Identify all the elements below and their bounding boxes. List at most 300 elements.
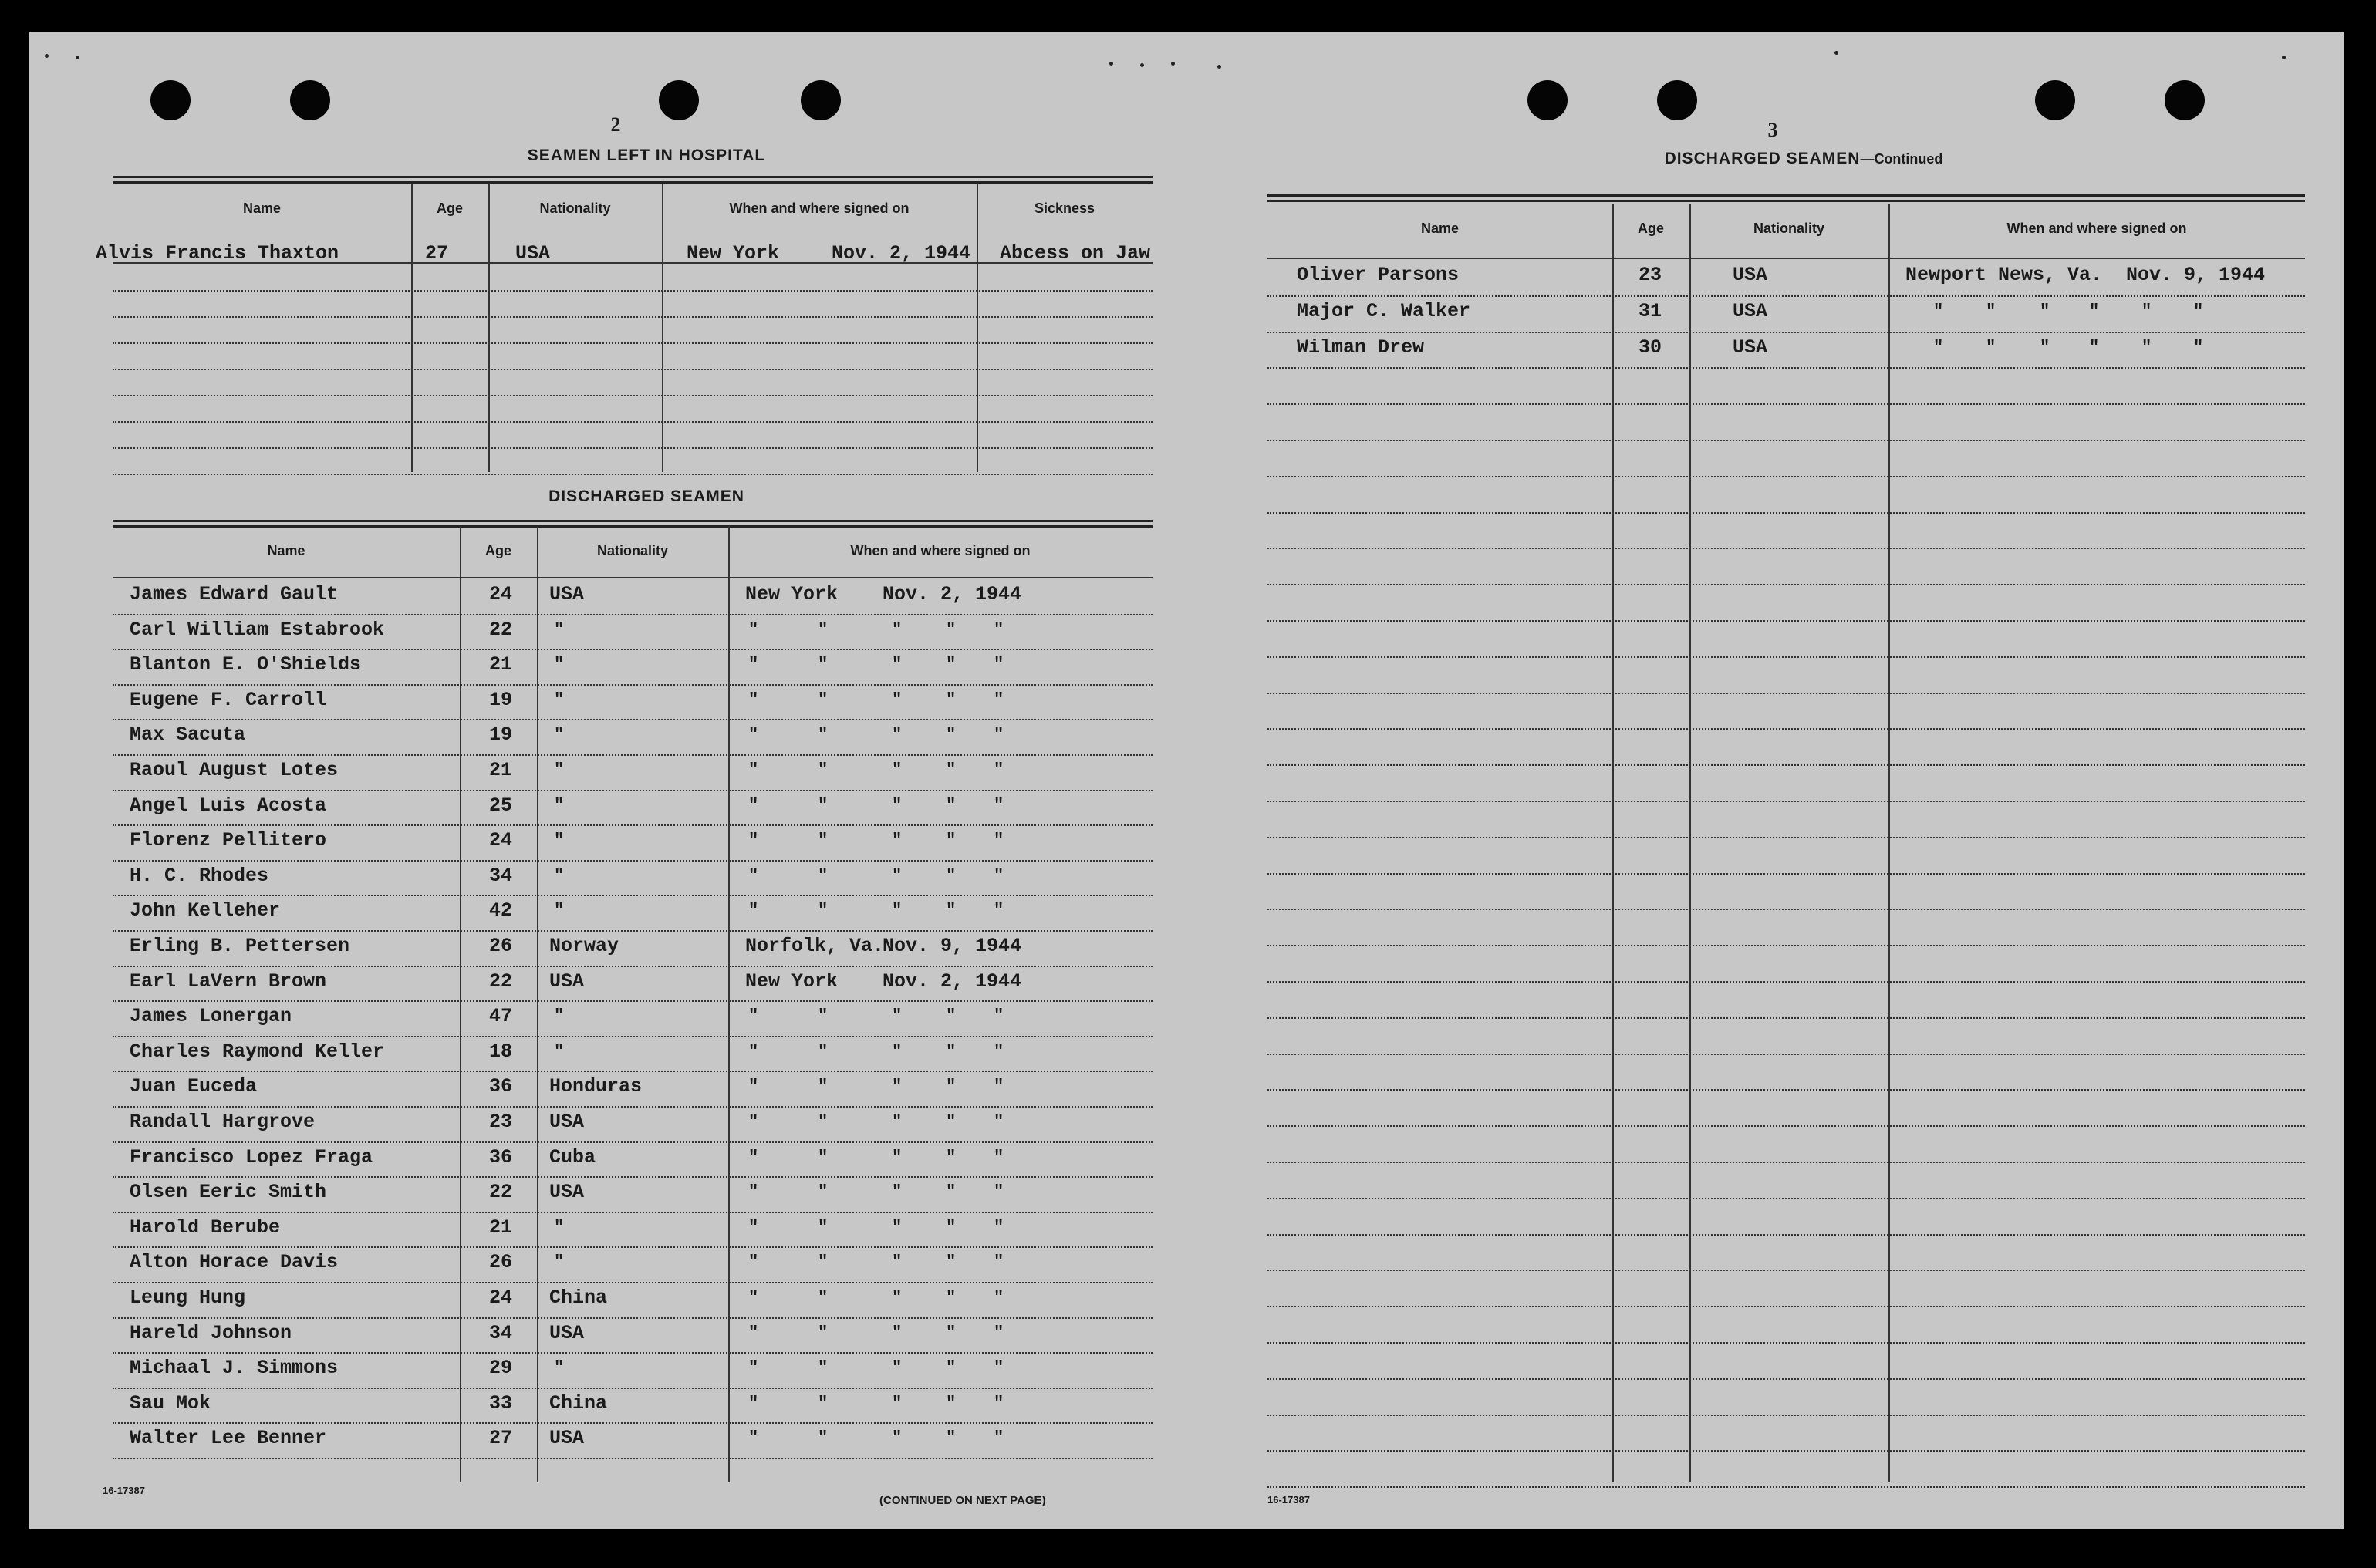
column-divider [537,526,538,1482]
right-title-suffix: —Continued [1860,151,1943,167]
seaman-nationality: USA [549,583,585,605]
hospital-place: New York [687,242,780,265]
column-divider [460,526,461,1482]
ditto-mark: " [818,1147,829,1167]
ditto-mark: " [554,865,565,885]
row-line [1267,1486,2305,1488]
ditto-mark: " [1986,301,1996,321]
row-line [113,649,1153,650]
column-divider [728,526,730,1482]
ditto-mark: " [994,1182,1004,1202]
ditto-mark: " [994,831,1004,851]
row-line [1267,403,2305,405]
seaman-nationality: USA [549,1111,585,1133]
seaman-name: Michaal J. Simmons [130,1357,339,1380]
ditto-mark: " [892,1358,903,1378]
column-header-sickness: Sickness [1034,201,1095,216]
row-line [113,1422,1153,1424]
ditto-mark: " [818,1358,829,1378]
ditto-mark: " [892,865,903,885]
ditto-mark: " [2040,301,2050,321]
column-header-name: Name [1420,221,1460,236]
discharged-rule [113,520,1153,528]
ditto-mark: " [748,1147,759,1167]
row-line [113,1388,1153,1389]
seaman-name: Erling B. Pettersen [130,935,350,957]
ditto-mark: " [892,901,903,921]
seaman-age: 31 [1639,299,1662,322]
ditto-mark: " [2040,337,2050,357]
ditto-mark: " [946,1077,957,1097]
row-line [1267,1378,2305,1380]
ditto-mark: " [994,1253,1004,1273]
row-line [113,1071,1153,1072]
row-line [1267,1270,2305,1271]
paper-speck [1109,62,1113,66]
ditto-mark: " [748,655,759,675]
ditto-mark: " [748,1288,759,1307]
ditto-mark: " [818,760,829,780]
ditto-mark: " [946,1182,957,1202]
ditto-mark: " [946,831,957,851]
seaman-age: 26 [489,935,513,957]
form-number-left: 16-17387 [103,1485,145,1496]
row-line [1267,837,2305,838]
ditto-mark: " [994,1323,1004,1343]
seaman-name: Carl William Estabrook [130,618,385,641]
row-line [1267,332,2305,333]
ditto-mark: " [554,795,565,815]
column-header-signed: When and where signed on [2006,221,2187,236]
seaman-name: James Lonergan [130,1005,292,1028]
hospital-sickness: Abcess on Jaw [1000,242,1151,265]
seaman-name: Florenz Pellitero [130,829,327,852]
row-line [113,1458,1153,1459]
ditto-mark: " [554,725,565,745]
row-line [1267,295,2305,297]
ditto-mark: " [818,831,829,851]
seaman-age: 24 [489,1286,513,1309]
seaman-name: Oliver Parsons [1297,264,1460,286]
row-line [113,1317,1153,1319]
row-line [113,1282,1153,1283]
ditto-mark: " [748,690,759,710]
seaman-nationality: China [549,1391,608,1415]
seaman-age: 42 [489,899,513,922]
ditto-mark: " [892,1288,903,1307]
seaman-name: James Edward Gault [130,583,339,605]
ditto-mark: " [818,865,829,885]
seaman-age: 21 [489,759,513,781]
row-line [1267,476,2305,477]
ditto-mark: " [818,1393,829,1413]
row-line [113,447,1153,449]
ditto-mark: " [818,1428,829,1448]
ditto-mark: " [892,831,903,851]
ditto-mark: " [892,619,903,639]
seaman-nationality: Honduras [549,1075,643,1098]
column-header-nationality: Nationality [539,201,611,216]
seaman-name: Sau Mok [130,1391,211,1415]
hospital-date: Nov. 2, 1944 [832,242,971,265]
ditto-mark: " [818,901,829,921]
row-line [113,1106,1153,1108]
ditto-mark: " [2089,337,2100,357]
seaman-nationality: USA [549,969,585,993]
seaman-name: Charles Raymond Keller [130,1040,385,1063]
seaman-name: Alton Horace Davis [130,1251,339,1274]
seaman-age: 47 [489,1005,513,1028]
column-header-nationality: Nationality [1753,221,1824,236]
row-line [1267,873,2305,875]
row-line [1267,1125,2305,1127]
ditto-mark: " [892,1041,903,1061]
column-divider [662,184,663,472]
ditto-mark: " [748,1253,759,1273]
row-line [1267,1234,2305,1236]
seaman-name: Earl LaVern Brown [130,969,327,993]
seaman-age: 24 [489,829,513,852]
ditto-mark: " [946,1288,957,1307]
seaman-age: 36 [489,1145,513,1168]
ditto-mark: " [2141,337,2152,357]
ditto-mark: " [946,1428,957,1448]
row-line [113,895,1153,896]
ditto-mark: " [2193,301,2204,321]
paper-speck [1171,62,1175,66]
ditto-mark: " [994,901,1004,921]
seaman-place: New York [745,969,839,993]
row-line [1267,1450,2305,1452]
hospital-title: SEAMEN LEFT IN HOSPITAL [527,147,766,164]
row-line [113,395,1153,396]
row-line [1267,945,2305,946]
column-header-signed: When and where signed on [850,543,1031,558]
seaman-date: Nov. 2, 1944 [883,969,1022,993]
row-line [113,684,1153,686]
seaman-age: 22 [489,1181,513,1204]
row-line [1267,981,2305,983]
seaman-age: 23 [489,1111,513,1133]
ditto-mark: " [892,760,903,780]
seaman-age: 34 [489,864,513,887]
ditto-mark: " [994,1147,1004,1167]
ditto-mark: " [818,1077,829,1097]
row-line [113,1000,1153,1002]
row-line [113,474,1153,475]
seaman-age: 18 [489,1040,513,1063]
ditto-mark: " [892,1182,903,1202]
row-line [1267,440,2305,441]
ditto-mark: " [1986,337,1996,357]
row-line [1267,1089,2305,1091]
form-number-right: 16-17387 [1267,1494,1310,1506]
page-number-left: 2 [610,113,621,136]
seaman-name: Wilman Drew [1297,336,1425,359]
ditto-mark: " [748,1182,759,1202]
paper-speck [1217,65,1221,69]
ditto-mark: " [818,725,829,745]
seaman-nationality: China [549,1286,608,1309]
ditto-mark: " [748,619,759,639]
paper-speck [45,54,49,58]
continued-note: (CONTINUED ON NEXT PAGE) [879,1494,1046,1507]
paper-speck [76,56,79,59]
column-header-nationality: Nationality [596,543,668,558]
seaman-name: Walter Lee Benner [130,1427,327,1450]
row-line [113,1036,1153,1037]
seaman-name: Olsen Eeric Smith [130,1181,327,1204]
ditto-mark: " [892,1428,903,1448]
column-header-age: Age [484,543,511,558]
seaman-date: Nov. 9, 1944 [883,935,1022,957]
ditto-mark: " [892,690,903,710]
ditto-mark: " [994,795,1004,815]
header-underline [1267,258,2305,259]
seaman-name: John Kelleher [130,899,281,922]
ditto-mark: " [748,725,759,745]
ditto-mark: " [554,760,565,780]
column-header-age: Age [1637,221,1664,236]
column-header-age: Age [436,201,463,216]
hospital-rule [113,176,1153,184]
ditto-mark: " [946,760,957,780]
ditto-mark: " [994,1288,1004,1307]
ditto-mark: " [554,1253,565,1273]
ditto-mark: " [818,1253,829,1273]
ditto-mark: " [748,1323,759,1343]
header-underline [113,577,1153,578]
row-line [113,719,1153,720]
seaman-age: 25 [489,794,513,817]
seaman-name: Blanton E. O'Shields [130,653,362,676]
ditto-mark: " [994,1393,1004,1413]
row-line [1267,1162,2305,1163]
row-line [113,860,1153,862]
row-line [113,290,1153,292]
seaman-nationality: USA [549,1321,585,1344]
punch-hole [2035,80,2075,120]
ditto-mark: " [994,655,1004,675]
ditto-mark: " [892,1007,903,1027]
row-line [113,316,1153,318]
seaman-place: New York [745,583,839,605]
ditto-mark: " [946,795,957,815]
ditto-mark: " [994,760,1004,780]
paper-speck [1834,51,1838,55]
row-line [113,754,1153,756]
ditto-mark: " [748,1428,759,1448]
punch-hole [1527,80,1568,120]
ditto-mark: " [892,795,903,815]
row-line [1267,801,2305,802]
ditto-mark: " [946,901,957,921]
row-line [1267,764,2305,766]
ditto-mark: " [892,1323,903,1343]
ditto-mark: " [748,1393,759,1413]
row-line [113,421,1153,423]
seaman-age: 33 [489,1391,513,1415]
column-divider [1689,204,1691,1482]
punch-hole [150,80,191,120]
row-line [1267,1198,2305,1199]
ditto-mark: " [748,795,759,815]
right-title-main: DISCHARGED SEAMEN [1664,150,1861,167]
row-line [1267,728,2305,730]
ditto-mark: " [994,865,1004,885]
seaman-name: Eugene F. Carroll [130,688,327,711]
ditto-mark: " [818,1288,829,1307]
ditto-mark: " [892,1393,903,1413]
ditto-mark: " [554,655,565,675]
row-line [113,342,1153,344]
seaman-nationality: USA [1733,299,1768,322]
row-line [113,930,1153,932]
seaman-age: 36 [489,1075,513,1098]
punch-hole [290,80,330,120]
ditto-mark: " [818,1182,829,1202]
row-line [1267,548,2305,549]
ditto-mark: " [818,1217,829,1237]
seaman-name: Juan Euceda [130,1075,258,1098]
ditto-mark: " [946,1007,957,1027]
ditto-mark: " [994,725,1004,745]
ditto-mark: " [994,1041,1004,1061]
row-line [1267,1017,2305,1019]
paper-speck [2282,56,2286,59]
row-line [1267,1342,2305,1344]
column-header-name: Name [242,201,282,216]
seaman-age: 34 [489,1321,513,1344]
row-line [1267,656,2305,658]
seaman-nationality: USA [1733,264,1768,286]
ditto-mark: " [892,1253,903,1273]
seaman-name: H. C. Rhodes [130,864,269,887]
seaman-nationality: USA [549,1181,585,1204]
hospital-age: 27 [425,242,449,265]
seaman-nationality: Cuba [549,1145,596,1168]
ditto-mark: " [946,725,957,745]
ditto-mark: " [892,725,903,745]
page-number-right: 3 [1767,119,1778,141]
right-title [1495,150,2112,168]
ditto-mark: " [892,1077,903,1097]
row-line [1267,512,2305,514]
punch-hole [659,80,699,120]
row-line [113,966,1153,967]
ditto-mark: " [994,1007,1004,1027]
ditto-mark: " [946,655,957,675]
ditto-mark: " [818,1041,829,1061]
seaman-age: 26 [489,1251,513,1274]
ditto-mark: " [892,1147,903,1167]
ditto-mark: " [892,1217,903,1237]
seaman-age: 22 [489,969,513,993]
ditto-mark: " [946,690,957,710]
ditto-mark: " [818,1112,829,1131]
ditto-mark: " [946,1323,957,1343]
ditto-mark: " [994,1077,1004,1097]
document-sheet [29,32,2344,1529]
row-line [113,1352,1153,1354]
ditto-mark: " [994,1217,1004,1237]
ditto-mark: " [818,1323,829,1343]
ditto-mark: " [994,619,1004,639]
row-line [113,1176,1153,1178]
row-line [1267,1415,2305,1416]
seaman-age: 21 [489,653,513,676]
ditto-mark: " [946,1393,957,1413]
seaman-age: 19 [489,723,513,747]
row-line [1267,1306,2305,1307]
row-line [113,1212,1153,1213]
ditto-mark: " [946,1041,957,1061]
column-header-signed: When and where signed on [729,201,910,216]
ditto-mark: " [554,1358,565,1378]
row-line [113,614,1153,615]
ditto-mark: " [748,865,759,885]
seaman-name: Francisco Lopez Fraga [130,1145,373,1168]
ditto-mark: " [748,1358,759,1378]
seaman-name: Max Sacuta [130,723,246,747]
column-divider [488,184,490,472]
ditto-mark: " [748,1041,759,1061]
seaman-age: 29 [489,1357,513,1380]
ditto-mark: " [892,1112,903,1131]
seaman-name: Harold Berube [130,1216,281,1239]
column-header-name: Name [267,543,305,558]
row-line [1267,1054,2305,1055]
ditto-mark: " [748,1217,759,1237]
seaman-nationality: USA [1733,336,1768,359]
seaman-name: Raoul August Lotes [130,759,339,781]
seaman-date: Nov. 2, 1944 [883,583,1022,605]
column-divider [977,184,978,472]
ditto-mark: " [1933,337,1944,357]
ditto-mark: " [2193,337,2204,357]
seaman-age: 19 [489,688,513,711]
discharged-title: DISCHARGED SEAMEN [548,487,744,505]
seaman-date: Nov. 9, 1944 [2126,264,2266,286]
seaman-name: Hareld Johnson [130,1321,292,1344]
punch-hole [1657,80,1697,120]
ditto-mark: " [554,901,565,921]
seaman-age: 23 [1639,264,1662,286]
ditto-mark: " [554,619,565,639]
ditto-mark: " [748,1007,759,1027]
seaman-name: Randall Hargrove [130,1111,316,1133]
ditto-mark: " [818,690,829,710]
row-line [1267,909,2305,910]
ditto-mark: " [818,619,829,639]
ditto-mark: " [2141,301,2152,321]
seaman-name: Major C. Walker [1297,299,1471,322]
row-line [113,369,1153,370]
seaman-name: Leung Hung [130,1286,246,1309]
ditto-mark: " [892,655,903,675]
row-line [113,1246,1153,1248]
ditto-mark: " [748,1077,759,1097]
ditto-mark: " [1933,301,1944,321]
punch-hole [2165,80,2205,120]
ditto-mark: " [818,1007,829,1027]
column-divider [1612,204,1614,1482]
ditto-mark: " [818,655,829,675]
paper-speck [1140,63,1144,67]
seaman-age: 27 [489,1427,513,1450]
row-line [1267,367,2305,369]
seaman-name: Angel Luis Acosta [130,794,327,817]
